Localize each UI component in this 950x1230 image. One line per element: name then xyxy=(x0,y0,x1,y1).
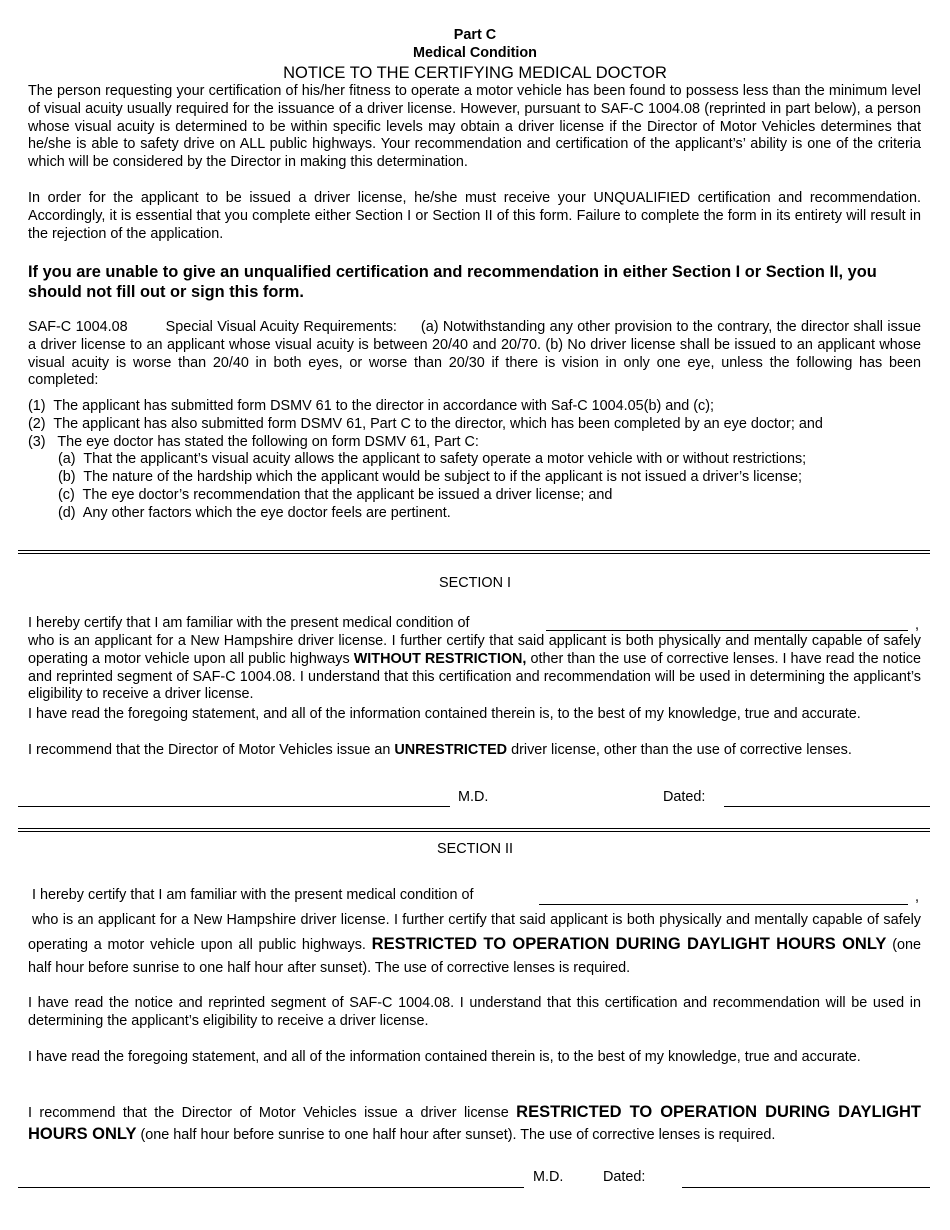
section-2-certify-lead: I hereby certify that I am familiar with the present medical condition of xyxy=(32,887,474,903)
restricted-daylight-recommend-text: RESTRICTED TO OPERATION DURING DAYLIGHT HOURS ONLY xyxy=(28,1103,921,1143)
intro-paragraph-1: The person requesting your certification of his/her fitness to operate a motor vehicle has been found to possess less than the minimum level of visual acuity usually required for the issuance of a driver license. However, pursuant to SAF-C 1004.08 (reprinted in part below), a person whose visual acuity is determined to be within specific levels may obtain a driver license if the Director of Motor Vehicles determines that he/she is able to safety drive on ALL public highways. Your recommendation and certification of the applicant’s’ ability is one of the criteria which will be considered by the Director in making this determination. xyxy=(28,83,921,171)
section-1-read-statement: I have read the foregoing statement, and all of the information contained therein is, to the best of my knowledge, true and accurate. xyxy=(28,706,861,722)
notice-title: NOTICE TO THE CERTIFYING MEDICAL DOCTOR xyxy=(283,64,667,82)
section-1-recommendation: I recommend that the Director of Motor Vehicles issue an UNRESTRICTED driver license, other than the use of corrective lenses. xyxy=(28,742,852,758)
rule-code: SAF-C 1004.08 xyxy=(28,319,128,335)
section-1-md-label: M.D. xyxy=(458,789,489,805)
section-1-certify-lead: I hereby certify that I am familiar with the present medical condition of xyxy=(28,615,470,631)
unrestricted-text: UNRESTRICTED xyxy=(394,742,508,758)
section-1-title: SECTION I xyxy=(439,575,511,591)
section-1-dated-label: Dated: xyxy=(663,789,706,805)
section-2-patient-name-field[interactable] xyxy=(539,904,908,905)
intro-paragraph-2: In order for the applicant to be issued a driver license, he/she must receive your UNQUALIFIED certification and recommendation. Accordingly, it is essential that you complete either Section I or Section II of this form. Failure to complete the form in its entirety will result in the rejection of the application. xyxy=(28,190,921,242)
divider xyxy=(18,828,930,829)
section-1-certification-text: who is an applicant for a New Hampshire driver license. I further certify that said applicant is both physically and mentally capable of safely operating a motor vehicle upon all public highways WITHOUT RESTRICTION, other than the use of corrective lenses. I have read the notice and reprinted segment of SAF-C 1004.08. I understand that this certification and recommendation will be used in determining the applicant’s eligibility to receive a driver license. xyxy=(28,633,921,703)
rule-list xyxy=(28,398,928,523)
list-item: (a) That the applicant’s visual acuity allows the applicant to safety operate a motor vehicle with or without restrictions; xyxy=(58,451,807,468)
section-1-comma: , xyxy=(915,617,919,633)
section-1-doctor-signature-field[interactable] xyxy=(18,806,450,807)
rule-text: (a) Notwithstanding any other provision to the contrary, the director shall issue a driver license to an applicant whose visual acuity is between 20/40 and 20/70. (b) No driver license shall be issued to an applicant whose visual acuity is worse than 20/40 in both eyes, or worse than 20/30 if there is vision in only one eye, unless the following has been completed: xyxy=(28,319,921,389)
condition-label: Medical Condition xyxy=(413,45,537,61)
list-item: (1) The applicant has submitted form DSMV 61 to the director in accordance with Saf-C 1004.05(b) and (c); xyxy=(28,398,715,414)
divider xyxy=(18,550,930,551)
section-2-date-field[interactable] xyxy=(682,1187,930,1188)
list-item: (3) The eye doctor has stated the following on form DSMV 61, Part C: xyxy=(28,433,479,450)
rule-paragraph xyxy=(28,319,921,390)
section-2-recommendation: I recommend that the Director of Motor Vehicles issue a driver license RESTRICTED TO OPERATION DURING DAYLIGHT HOURS ONLY (one half hour before sunrise to one half hour after sunset). The use of corrective lenses is required. xyxy=(28,1103,921,1143)
section-2-read-statement: I have read the foregoing statement, and all of the information contained therein is, to the best of my knowledge, true and accurate. xyxy=(28,1049,861,1065)
section-2-title: SECTION II xyxy=(437,841,513,857)
list-item: (b) The nature of the hardship which the applicant would be subject to if the applicant is not issued a driver’s license; xyxy=(58,469,802,486)
warning-text: If you are unable to give an unqualified certification and recommendation in either Section I or Section II, you should not fill out or sign this form. xyxy=(28,263,877,301)
section-2-comma: , xyxy=(915,889,919,905)
section-1-date-field[interactable] xyxy=(724,806,930,807)
part-label: Part C xyxy=(453,27,497,43)
section-2-certification-text: who is an applicant for a New Hampshire driver license. I further certify that said applicant is both physically and mentally capable of safely operating a motor vehicle upon all public highways. RESTRICTED TO OPERATION DURING DAYLIGHT HOURS ONLY (one half hour before sunrise to one half hour after sunset). The use of corrective lenses is required. xyxy=(28,912,921,976)
section-2-dated-label: Dated: xyxy=(603,1169,646,1185)
section-2-doctor-signature-field[interactable] xyxy=(18,1187,524,1188)
divider xyxy=(18,553,930,554)
list-item: (c) The eye doctor’s recommendation that the applicant be issued a driver license; and xyxy=(58,486,613,503)
rule-title: Special Visual Acuity Requirements: xyxy=(165,319,397,335)
section-2-md-label: M.D. xyxy=(533,1169,564,1185)
list-item: (2) The applicant has also submitted form DSMV 61, Part C to the director, which has been completed by an eye doctor; and xyxy=(28,415,823,432)
section-2-notice-read: I have read the notice and reprinted segment of SAF-C 1004.08. I understand that this certification and recommendation will be used in determining the applicant’s eligibility to receive a driver license. xyxy=(28,995,921,1029)
list-item: (d) Any other factors which the eye doctor feels are pertinent. xyxy=(58,504,451,521)
without-restriction-text: WITHOUT RESTRICTION, xyxy=(353,650,527,667)
restricted-daylight-text: RESTRICTED TO OPERATION DURING DAYLIGHT HOURS ONLY xyxy=(371,934,887,953)
divider xyxy=(18,831,930,832)
section-1-patient-name-field[interactable] xyxy=(546,630,908,631)
